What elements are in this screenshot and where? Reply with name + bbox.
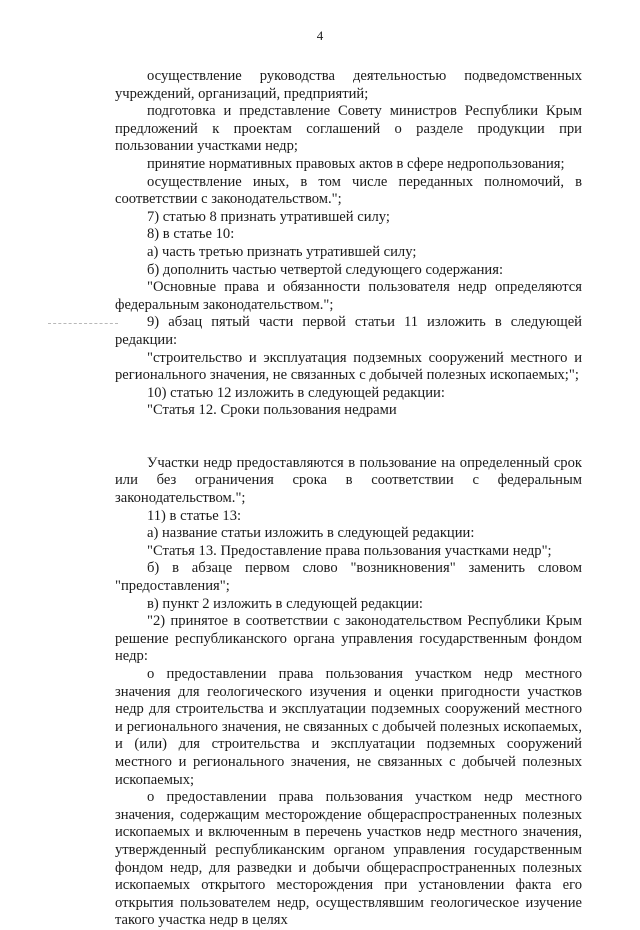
paragraph: 8) в статье 10:: [147, 226, 235, 243]
paragraph: в) пункт 2 изложить в следующей редакции:: [147, 595, 423, 612]
document-body: [115, 68, 582, 930]
paragraph: принятие нормативных правовых актов в сфере недропользования;: [147, 155, 565, 172]
paragraph: "Статья 13. Предоставление права пользования участками недр";: [147, 542, 552, 559]
paragraph: осуществление иных, в том числе переданных полномочий, в соответствии с законодательством.";: [115, 173, 582, 208]
paragraph: 10) статью 12 изложить в следующей редакции:: [147, 384, 445, 401]
paragraph: 11) в статье 13:: [147, 507, 242, 524]
paragraph: "строительство и эксплуатация подземных сооружений местного и регионального значения, не связанных с добычей полезных ископаемых;";: [115, 349, 582, 384]
scan-artifact-dashes: [48, 323, 118, 324]
paragraph: о предоставлении права пользования участком недр местного значения, содержащим месторождение общераспространенных полезных ископаемых и включенным в перечень участков недр местного значения, утвержденный республиканским органом управления государственным фондом недр, для разведки и добычи общераспространенных полезных ископаемых открытого месторождения при установлении факта его открытия пользователем недр, осуществлявшим геологическое изучение такого участка недр в целях: [115, 789, 582, 929]
article-heading: "Статья 12. Сроки пользования недрами: [147, 402, 397, 419]
paragraph: б) дополнить частью четвертой следующего содержания:: [147, 261, 504, 278]
paragraph: 9) абзац пятый части первой статьи 11 изложить в следующей редакции:: [115, 314, 582, 348]
paragraph: б) в абзаце первом слово "возникновения" заменить словом "предоставления";: [115, 560, 582, 595]
paragraph: о предоставлении права пользования участком недр местного значения для геологического изучения и оценки пригодности участков недр для строительства и эксплуатации подземных сооружений местного и регионального значения, не связанных с добычей полезных ископаемых, и (или) для строительства и эксплуатации подземных сооружений местного и регионального значения, не связанных с добычей полезных ископаемых;: [115, 666, 582, 788]
paragraph: "Основные права и обязанности пользователя недр определяются федеральным законодательством.";: [115, 279, 582, 313]
page-number: 4: [316, 28, 324, 43]
paragraph: 7) статью 8 признать утратившей силу;: [147, 208, 390, 225]
paragraph: "2) принятое в соответствии с законодательством Республики Крым решение республиканского органа управления государственным фондом недр:: [115, 613, 582, 665]
paragraph: а) часть третью признать утратившей силу;: [147, 243, 417, 260]
paragraph: Участки недр предоставляются в пользование на определенный срок или без ограничения срока в соответствии с федеральным законодательством.";: [115, 454, 582, 507]
paragraph: а) название статьи изложить в следующей редакции:: [147, 525, 475, 542]
paragraph: подготовка и представление Совету министров Республики Крым предложений к проектам соглашений о разделе продукции при пользовании участками недр;: [115, 103, 582, 155]
blank-space: [115, 420, 582, 455]
paragraph: осуществление руководства деятельностью подведомственных учреждений, организаций, предприятий;: [115, 68, 582, 102]
